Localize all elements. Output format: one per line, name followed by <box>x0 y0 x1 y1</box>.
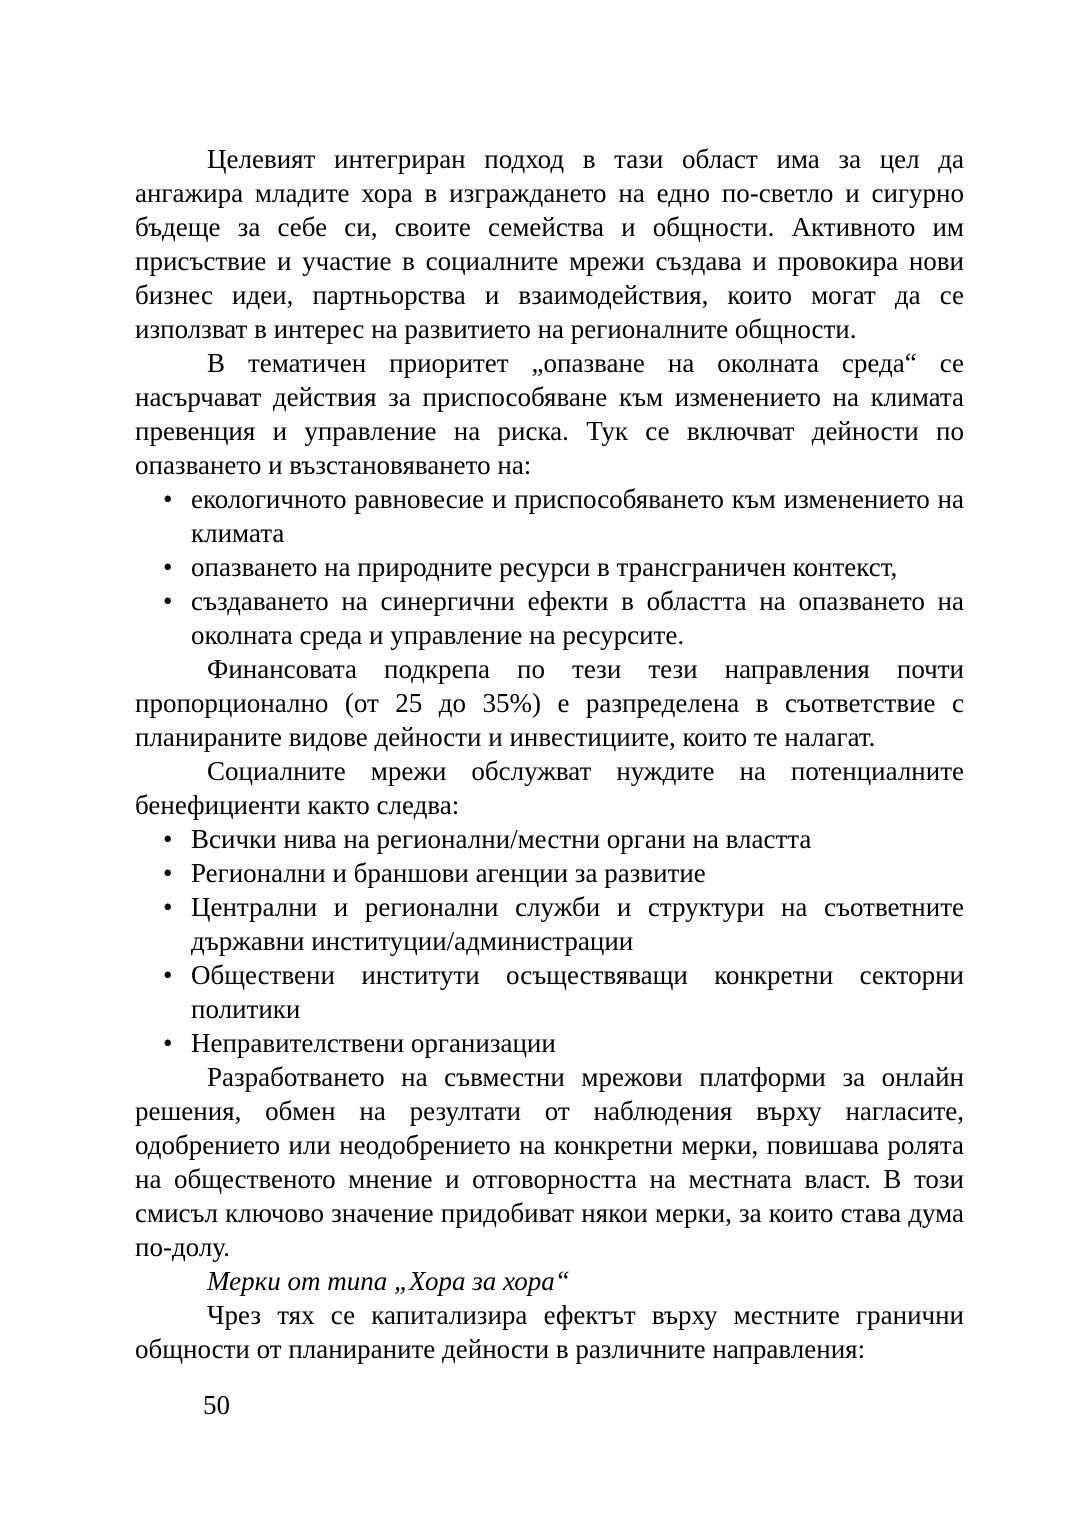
list-item: • създаването на синергични ефекти в областта на опазването на околната среда и управление на ресурсите. <box>135 584 964 652</box>
paragraph-financial-support: Финансовата подкрепа по тези тези направления почти пропорционално (от 25 до 35%) е разпределена в съответствие с планираните видове дейности и инвестициите, които те налагат. <box>135 654 964 752</box>
paragraph-thematic-priority: В тематичен приоритет „опазване на околната среда“ се насърчават действия за приспособяване към изменението на климата превенция и управление на риска. Тук се включват дейности по опазването и възстановяването на: <box>135 348 964 480</box>
paragraph-platforms: Разработването на съвместни мрежови платформи за онлайн решения, обмен на резултати от наблюдения върху нагласите, одобрението или неодобрението на конкретни мерки, повишава ролята на общественото мнение и отговорността на местната власт. В този смисъл ключово значение придобиват някои мерки, за които става дума по-долу. <box>135 1062 964 1262</box>
list-item: • Централни и регионални служби и структури на съответните държавни институции/администрации <box>135 890 964 958</box>
page-body <box>135 142 964 1422</box>
paragraph-social-networks: Социалните мрежи обслужват нуждите на потенциалните бенефициенти както следва: <box>135 756 964 820</box>
bullet-list-environment <box>135 482 964 652</box>
list-item: • Регионални и браншови агенции за развитие <box>135 856 964 890</box>
page-number: 50 <box>203 1390 230 1420</box>
paragraph-intro: Целевият интегриран подход в тази област има за цел да ангажира младите хора в изграждането на едно по-светло и сигурно бъдеще за себе си, своите семейства и общности. Активното им присъствие и участие в социалните мрежи създава и провокира нови бизнес идеи, партньорства и взаимодействия, които могат да се използват в интерес на развитието на регионалните общности. <box>135 144 964 344</box>
list-item: • екологичното равновесие и приспособяването към изменението на климата <box>135 482 964 550</box>
list-item: • Всички нива на регионални/местни органи на властта <box>135 822 964 856</box>
bullet-list-beneficiaries <box>135 822 964 1060</box>
list-item: • опазването на природните ресурси в трансграничен контекст, <box>135 550 964 584</box>
list-item: • Обществени институти осъществяващи конкретни секторни политики <box>135 958 964 1026</box>
paragraph-capitalize: Чрез тях се капитализира ефектът върху местните гранични общности от планираните дейности в различните направления: <box>135 1300 964 1364</box>
paragraph-measures-heading: Мерки от типа „Хора за хора“ <box>207 1266 570 1296</box>
list-item: • Неправителствени организации <box>135 1026 964 1060</box>
